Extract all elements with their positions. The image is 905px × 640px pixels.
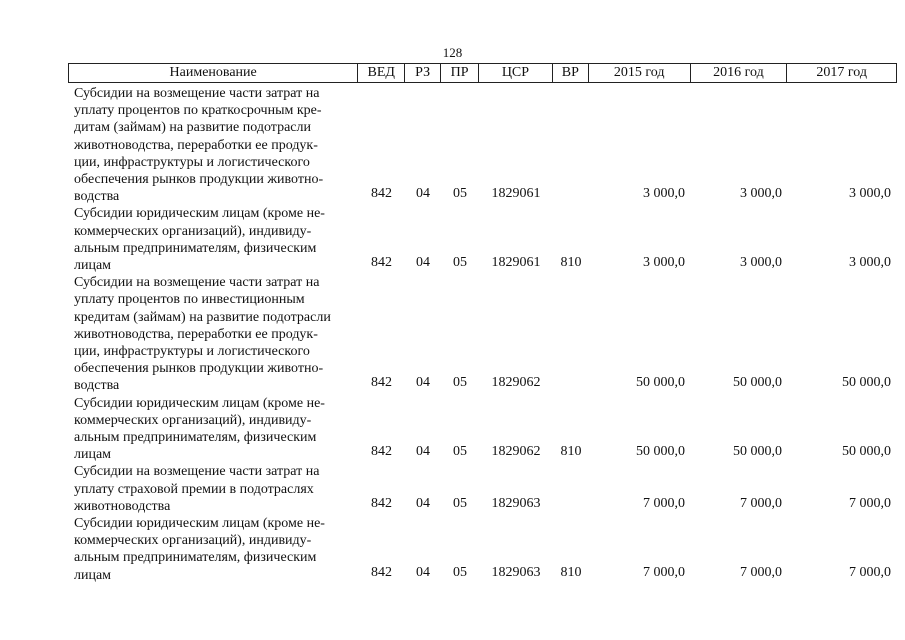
row-rz: 04 (416, 255, 430, 271)
row-csr: 1829061 (491, 255, 541, 271)
row-csr: 1829062 (491, 375, 541, 391)
row-rz: 04 (416, 375, 430, 391)
row-name-line: альным предпринимателям, физическим (74, 430, 317, 446)
row-name (68, 515, 358, 584)
row-amount-2015: 3 000,0 (643, 186, 685, 202)
row-vr (553, 202, 589, 205)
row-ved: 842 (371, 255, 392, 271)
row-name-line: уплату процентов по инвестиционным (74, 292, 305, 308)
row-amount-2015: 50 000,0 (636, 444, 685, 460)
header-2015: 2015 год (589, 64, 691, 82)
row-name-line: ции, инфраструктуры и логистического (74, 344, 310, 360)
row-amount-2017: 7 000,0 (849, 564, 891, 580)
row-rz: 04 (416, 564, 430, 580)
row-amount-2016: 3 000,0 (740, 186, 782, 202)
row-rz: 04 (416, 186, 430, 202)
row-ved: 842 (371, 495, 392, 511)
row-name-line: коммерческих организаций), индивиду- (74, 533, 312, 549)
row-name-line: коммерческих организаций), индивиду- (74, 412, 312, 428)
row-rz: 04 (416, 495, 430, 511)
row-name-line: обеспечения рынков продукции животно- (74, 361, 324, 377)
row-name-line: уплату страховой премии в подотраслях (74, 481, 314, 497)
row-name-line: животноводства (74, 498, 171, 514)
row-amount-2017: 7 000,0 (849, 495, 891, 511)
row-pr: 05 (453, 564, 467, 580)
row-name-line: животноводства, переработки ее продук- (74, 326, 318, 342)
header-rz: РЗ (405, 64, 441, 82)
table-header (68, 63, 897, 83)
row-name (68, 463, 358, 515)
row-name (68, 395, 358, 464)
header-ved: ВЕД (358, 64, 405, 82)
row-name-line: коммерческих организаций), индивиду- (74, 223, 312, 239)
row-amount-2017: 50 000,0 (842, 375, 891, 391)
row-ved: 842 (371, 564, 392, 580)
header-2016: 2016 год (691, 64, 788, 82)
row-amount-2016: 50 000,0 (733, 444, 782, 460)
table-row (68, 85, 897, 205)
row-pr: 05 (453, 255, 467, 271)
row-name-line: альным предпринимателям, физическим (74, 550, 317, 566)
row-name (68, 274, 358, 394)
row-name-line: лицам (74, 567, 112, 583)
row-amount-2017: 50 000,0 (842, 444, 891, 460)
row-pr: 05 (453, 186, 467, 202)
row-amount-2016: 3 000,0 (740, 255, 782, 271)
row-name-line: уплату процентов по краткосрочным кре- (74, 103, 322, 119)
row-name-line: лицам (74, 447, 112, 463)
header-pr: ПР (441, 64, 479, 82)
row-amount-2015: 7 000,0 (643, 495, 685, 511)
row-vr: 810 (560, 444, 582, 460)
row-amount-2015: 50 000,0 (636, 375, 685, 391)
row-ved: 842 (371, 186, 392, 202)
row-csr: 1829063 (491, 564, 541, 580)
row-vr (553, 392, 589, 395)
row-pr: 05 (453, 375, 467, 391)
row-name-line: Субсидии на возмещение части затрат на (74, 464, 320, 480)
row-amount-2015: 3 000,0 (643, 255, 685, 271)
row-vr (553, 512, 589, 515)
row-name-line: Субсидии юридическим лицам (кроме не- (74, 516, 325, 532)
row-rz: 04 (416, 444, 430, 460)
header-2017: 2017 год (816, 65, 867, 80)
row-amount-2016: 7 000,0 (740, 564, 782, 580)
table-row (68, 205, 897, 274)
row-name-line: животноводства, переработки ее продук- (74, 137, 318, 153)
row-name-line: дитам (займам) на развитие подотрасли (74, 120, 311, 136)
row-csr: 1829061 (491, 186, 541, 202)
row-name-line: Субсидии юридическим лицам (кроме не- (74, 395, 325, 411)
row-name-line: водства (74, 189, 120, 205)
row-amount-2017: 3 000,0 (849, 186, 891, 202)
row-pr: 05 (453, 495, 467, 511)
row-name-line: Субсидии юридическим лицам (кроме не- (74, 206, 325, 222)
row-name-line: обеспечения рынков продукции животно- (74, 172, 324, 188)
row-amount-2016: 50 000,0 (733, 375, 782, 391)
header-csr: ЦСР (479, 64, 553, 82)
row-name-line: Субсидии на возмещение части затрат на (74, 86, 320, 101)
row-csr: 1829063 (491, 495, 541, 511)
row-name-line: водства (74, 378, 120, 394)
table-row (68, 463, 897, 515)
row-name (68, 85, 358, 205)
row-name (68, 205, 358, 274)
header-name: Наименование (69, 64, 358, 82)
header-vr: ВР (553, 64, 589, 82)
row-ved: 842 (371, 444, 392, 460)
row-name-line: лицам (74, 258, 112, 274)
row-ved: 842 (371, 375, 392, 391)
table-row (68, 515, 897, 584)
table-body (68, 85, 897, 584)
row-vr: 810 (560, 255, 582, 271)
row-name-line: кредитам (займам) на развитие подотрасли (74, 309, 331, 325)
row-name-line: альным предпринимателям, физическим (74, 240, 317, 256)
row-pr: 05 (453, 444, 467, 460)
row-name-line: ции, инфраструктуры и логистического (74, 154, 310, 170)
row-csr: 1829062 (491, 444, 541, 460)
row-name-line: Субсидии на возмещение части затрат на (74, 275, 320, 291)
table-row (68, 274, 897, 394)
row-amount-2016: 7 000,0 (740, 495, 782, 511)
row-amount-2015: 7 000,0 (643, 564, 685, 580)
table-row (68, 395, 897, 464)
row-amount-2017: 3 000,0 (849, 255, 891, 271)
row-vr: 810 (560, 564, 582, 580)
page-number: 128 (442, 45, 463, 60)
